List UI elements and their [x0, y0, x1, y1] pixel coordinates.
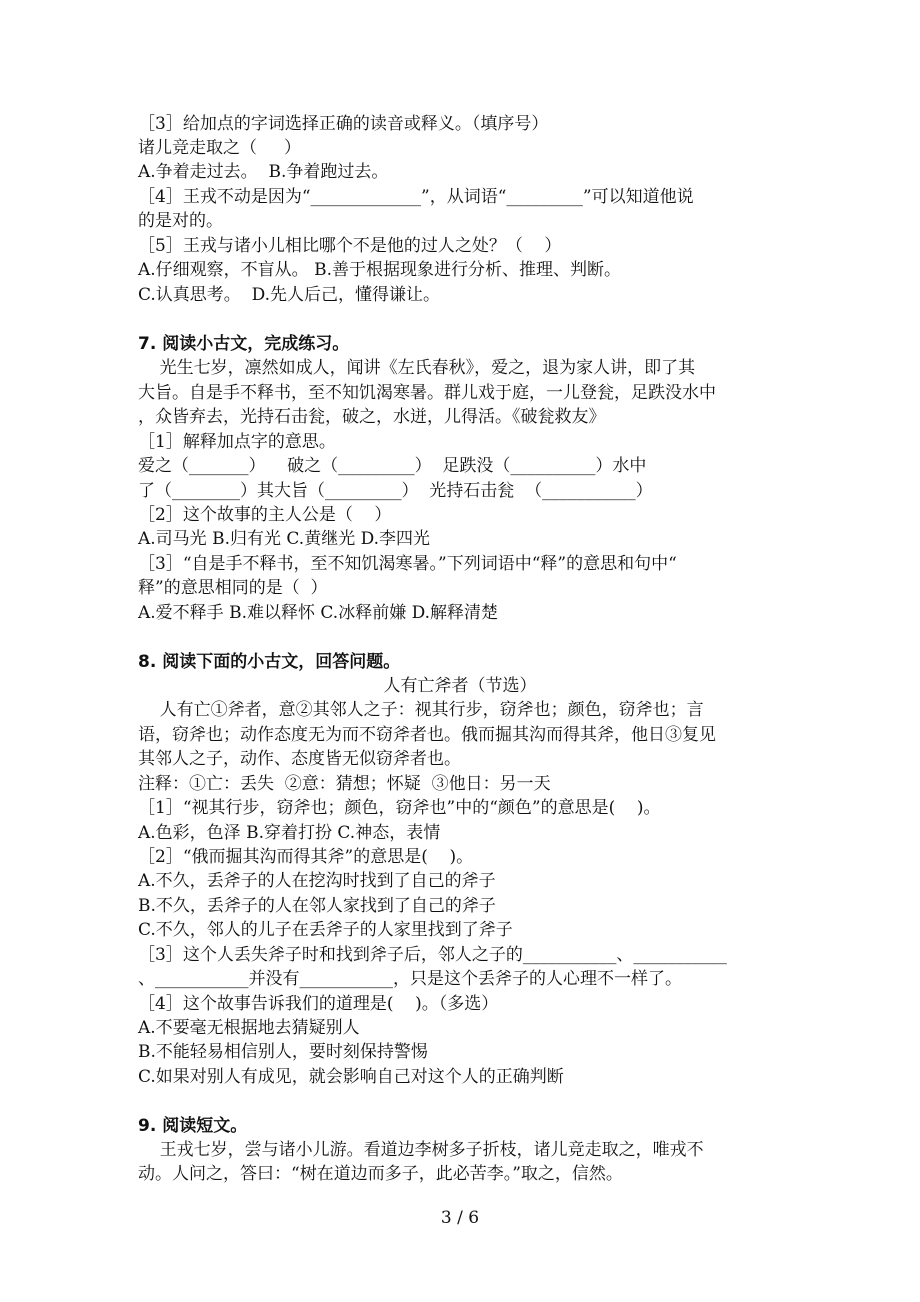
q8-4-question: ［4］这个故事告诉我们的道理是( )。（多选） [138, 994, 499, 1014]
q8-passage-line: 其邻人之子，动作、态度皆无似窃斧者也。 [138, 749, 461, 769]
page-number: 3 / 6 [440, 1208, 480, 1228]
q6-3-instruction: ［3］给加点的字词选择正确的读音或释义。（填序号） [138, 114, 549, 134]
q9-heading: 9. 阅读短文。 [138, 1116, 248, 1136]
q8-2-option-c: C.不久，邻人的儿子在丢斧子的人家里找到了斧子 [138, 920, 513, 940]
q6-4-question: ［4］王戎不动是因为“_____________”，从词语“_________”可以知道他说 [138, 187, 694, 207]
q7-3-options: A.爱不释手 B.难以释怀 C.冰释前嫌 D.解释清楚 [138, 603, 499, 623]
q7-1-blanks: 爱之（_______） 破之（_________） 足跌没（__________）水中 [138, 456, 647, 476]
q8-2-option-b: B.不久，丢斧子的人在邻人家找到了自己的斧子 [138, 896, 496, 916]
q6-5-options-ab: A.仔细观察，不盲从。 B.善于根据现象进行分析、推理、判断。 [138, 260, 621, 280]
q8-1-question: ［1］“视其行步，窃斧也；颜色，窃斧也”中的“颜色”的意思是( )。 [138, 798, 661, 818]
q7-passage-line: ，众皆弃去，光持石击瓮，破之，水迸，儿得活。《破瓮救友》 [138, 407, 606, 427]
q8-1-options: A.色彩，色泽 B.穿着打扮 C.神态，表情 [138, 823, 441, 843]
q8-passage-line: 人有亡①斧者，意②其邻人之子：视其行步，窃斧也；颜色，窃斧也；言 [138, 700, 704, 720]
q6-3-options: A.争着走过去。 B.争着跑过去。 [138, 162, 389, 182]
q9-passage-line: 动。人问之，答曰：“树在道边而多子，此必苦李。”取之，信然。 [138, 1164, 623, 1184]
q6-5-question: ［5］王戎与诸小儿相比哪个不是他的过人之处？（ ） [138, 236, 562, 256]
q7-heading: 7. 阅读小古文，完成练习。 [138, 334, 350, 354]
q6-5-options-cd: C.认真思考。 D.先人后己，懂得谦让。 [138, 285, 441, 305]
q8-passage-line: 语，窃斧也；动作态度无为而不窃斧者也。俄而掘其沟而得其斧，他日③复见 [138, 725, 716, 745]
q7-1-blanks: 了（________）其大旨（_________） 光持石击瓮 （___________） [138, 481, 653, 501]
q8-passage-title: 人有亡斧者（节选） [383, 676, 537, 696]
q8-2-option-a: A.不久，丢斧子的人在挖沟时找到了自己的斧子 [138, 871, 496, 891]
q9-passage-line: 王戎七岁，尝与诸小儿游。看道边李树多子折枝，诸儿竞走取之，唯戎不 [138, 1140, 704, 1160]
q8-3-question-cont: 、___________并没有___________，只是这个丢斧子的人心理不一样了。 [138, 969, 682, 989]
q7-3-question-cont: 释”的意思相同的是（ ） [138, 578, 328, 598]
q7-passage-line: 大旨。自是手不释书，至不知饥渴寒暑。群儿戏于庭，一儿登瓮，足跌没水中 [138, 383, 716, 403]
q7-2-question: ［2］这个故事的主人公是（ ） [138, 505, 392, 525]
q8-4-option-b: B.不能轻易相信别人，要时刻保持警惕 [138, 1042, 428, 1062]
q7-passage-line: 光生七岁，凛然如成人，闻讲《左氏春秋》，爱之，退为家人讲，即了其 [138, 358, 696, 378]
q8-annotation: 注释：①亡：丢失 ②意：猜想；怀疑 ③他日：另一天 [138, 774, 551, 794]
q6-3-question: 诸儿竞走取之（ ） [138, 138, 302, 158]
q7-3-question: ［3］“自是手不释书，至不知饥渴寒暑。”下列词语中“释”的意思和句中“ [138, 554, 677, 574]
q7-2-options: A.司马光 B.归有光 C.黄继光 D.李四光 [138, 529, 431, 549]
q8-heading: 8. 阅读下面的小古文，回答问题。 [138, 652, 401, 672]
q8-3-question: ［3］这个人丢失斧子时和找到斧子后，邻人之子的___________、___________ [138, 945, 727, 965]
q8-2-question: ［2］“俄而掘其沟而得其斧”的意思是( )。 [138, 847, 474, 867]
q8-4-option-c: C.如果对别人有成见，就会影响自己对这个人的正确判断 [138, 1067, 564, 1087]
q6-4-question-cont: 的是对的。 [138, 211, 223, 231]
q8-4-option-a: A.不要毫无根据地去猜疑别人 [138, 1018, 360, 1038]
q7-1-instruction: ［1］解释加点字的意思。 [138, 432, 336, 452]
